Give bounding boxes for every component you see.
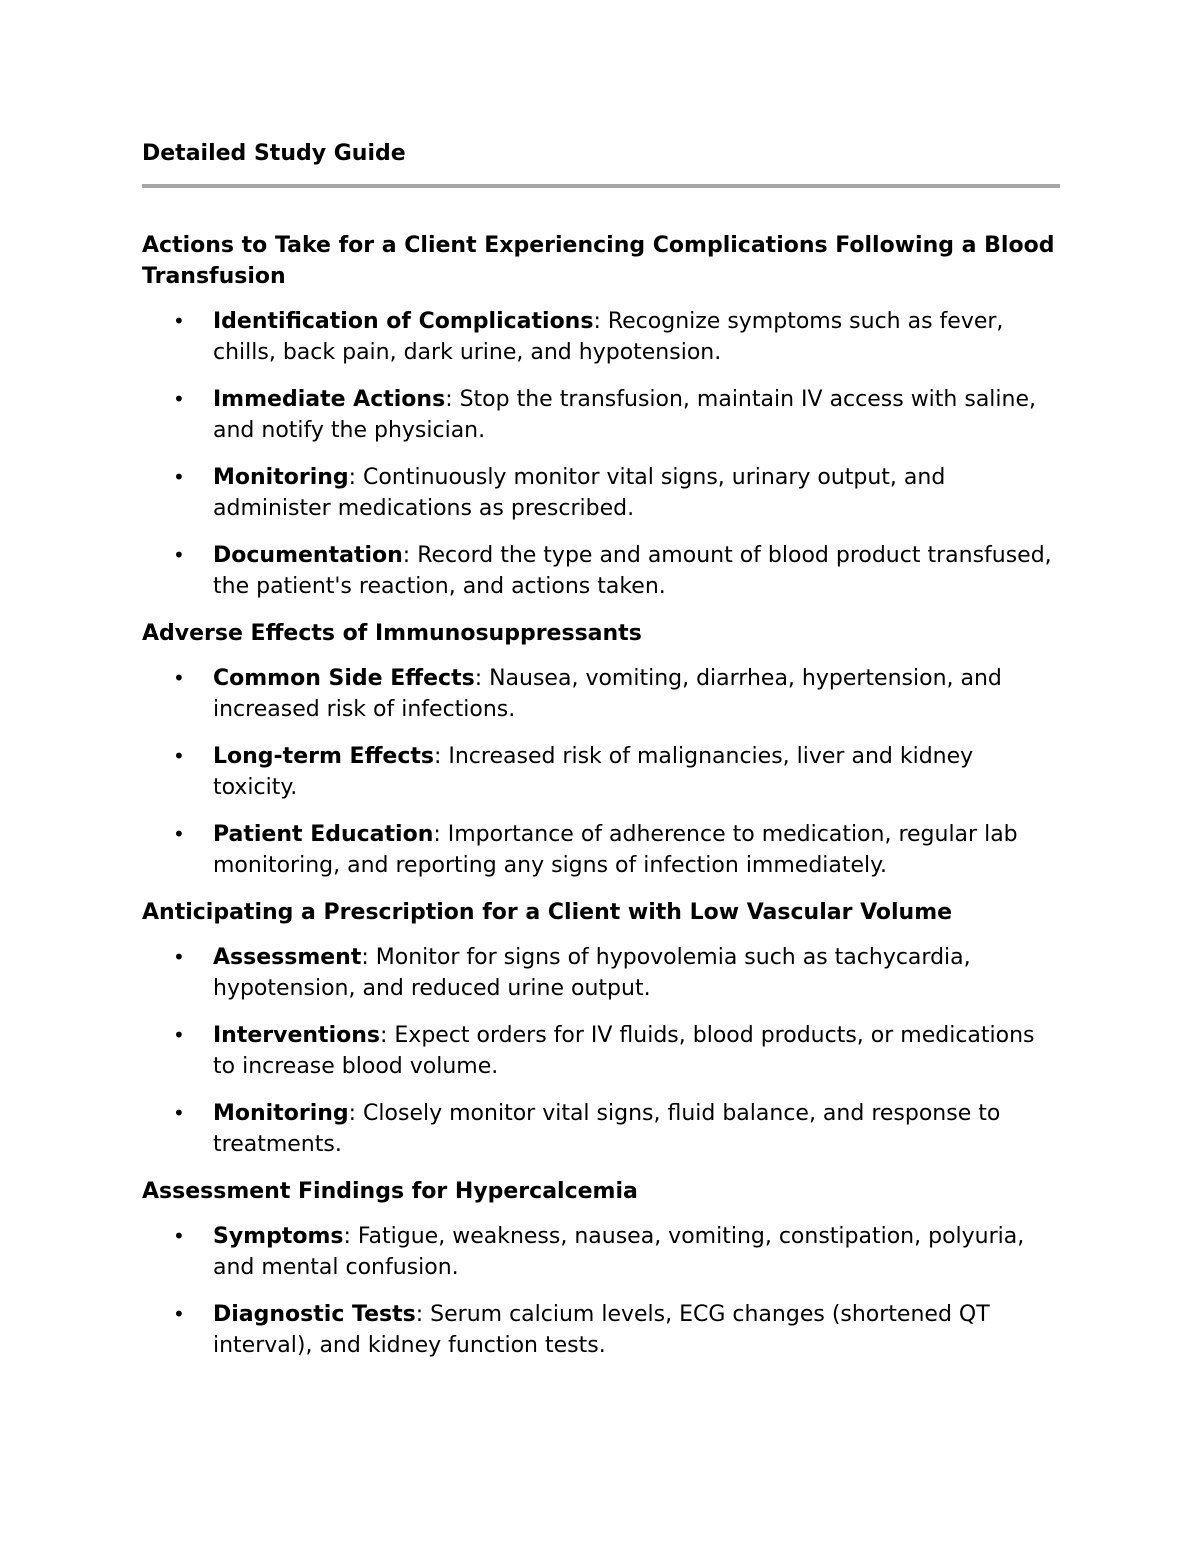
sections-container	[142, 230, 1060, 1361]
bullet-icon: •	[173, 666, 185, 690]
list-item	[142, 306, 1060, 368]
item-description: : Stop the transfusion, maintain IV access with saline, and notify the physician.	[213, 387, 1036, 443]
item-description: : Serum calcium levels, ECG changes (shortened QT interval), and kidney function tests.	[213, 1302, 990, 1358]
document-title: Detailed Study Guide	[142, 141, 406, 166]
section-heading: Assessment Findings for Hypercalcemia	[142, 1179, 638, 1204]
item-description: : Fatigue, weakness, nausea, vomiting, constipation, polyuria, and mental confusion.	[213, 1224, 1025, 1280]
section-heading: Actions to Take for a Client Experiencing Complications Following a Blood Transfusion	[142, 233, 1055, 289]
bullet-icon: •	[173, 1023, 185, 1047]
bullet-icon: •	[173, 744, 185, 768]
bullet-list	[142, 306, 1060, 602]
list-item	[142, 741, 1060, 803]
list-item	[142, 819, 1060, 881]
bullet-icon: •	[173, 1224, 185, 1248]
list-item	[142, 540, 1060, 602]
item-description: : Monitor for signs of hypovolemia such as tachycardia, hypotension, and reduced urine output.	[213, 945, 971, 1001]
item-term: Assessment	[213, 945, 362, 970]
bullet-icon: •	[173, 309, 185, 333]
section	[142, 1176, 1060, 1361]
item-description: : Nausea, vomiting, diarrhea, hypertension, and increased risk of infections.	[213, 666, 1002, 722]
item-description: : Closely monitor vital signs, fluid balance, and response to treatments.	[213, 1101, 1001, 1157]
bullet-icon: •	[173, 1302, 185, 1326]
bullet-icon: •	[173, 1101, 185, 1125]
list-item	[142, 663, 1060, 725]
item-description: : Increased risk of malignancies, liver and kidney toxicity.	[213, 744, 974, 800]
item-term: Monitoring	[213, 465, 349, 490]
section-heading: Anticipating a Prescription for a Client with Low Vascular Volume	[142, 900, 953, 925]
item-term: Patient Education	[213, 822, 434, 847]
list-item	[142, 1020, 1060, 1082]
item-term: Immediate Actions	[213, 387, 446, 412]
bullet-list	[142, 1221, 1060, 1361]
list-item	[142, 942, 1060, 1004]
item-description: : Recognize symptoms such as fever, chills, back pain, dark urine, and hypotension.	[213, 309, 1004, 365]
bullet-icon: •	[173, 387, 185, 411]
section	[142, 230, 1060, 602]
section	[142, 618, 1060, 881]
item-description: : Continuously monitor vital signs, urinary output, and administer medications as prescribed.	[213, 465, 946, 521]
section-heading: Adverse Effects of Immunosuppressants	[142, 621, 642, 646]
title-divider	[142, 184, 1060, 188]
list-item	[142, 1221, 1060, 1283]
item-term: Long-term Effects	[213, 744, 434, 769]
bullet-list	[142, 663, 1060, 881]
item-term: Common Side Effects	[213, 666, 475, 691]
item-term: Monitoring	[213, 1101, 349, 1126]
item-description: : Importance of adherence to medication, regular lab monitoring, and reporting any signs of infection immediately.	[213, 822, 1018, 878]
bullet-icon: •	[173, 543, 185, 567]
item-term: Documentation	[213, 543, 403, 568]
list-item	[142, 462, 1060, 524]
bullet-icon: •	[173, 465, 185, 489]
item-description: : Record the type and amount of blood product transfused, the patient's reaction, and actions taken.	[213, 543, 1052, 599]
item-term: Identification of Complications	[213, 309, 594, 334]
list-item	[142, 384, 1060, 446]
document-page	[142, 138, 1060, 1377]
list-item	[142, 1299, 1060, 1361]
bullet-list	[142, 942, 1060, 1160]
bullet-icon: •	[173, 945, 185, 969]
section	[142, 897, 1060, 1160]
item-term: Interventions	[213, 1023, 380, 1048]
bullet-icon: •	[173, 822, 185, 846]
item-term: Symptoms	[213, 1224, 344, 1249]
list-item	[142, 1098, 1060, 1160]
item-term: Diagnostic Tests	[213, 1302, 416, 1327]
item-description: : Expect orders for IV fluids, blood products, or medications to increase blood volume.	[213, 1023, 1035, 1079]
